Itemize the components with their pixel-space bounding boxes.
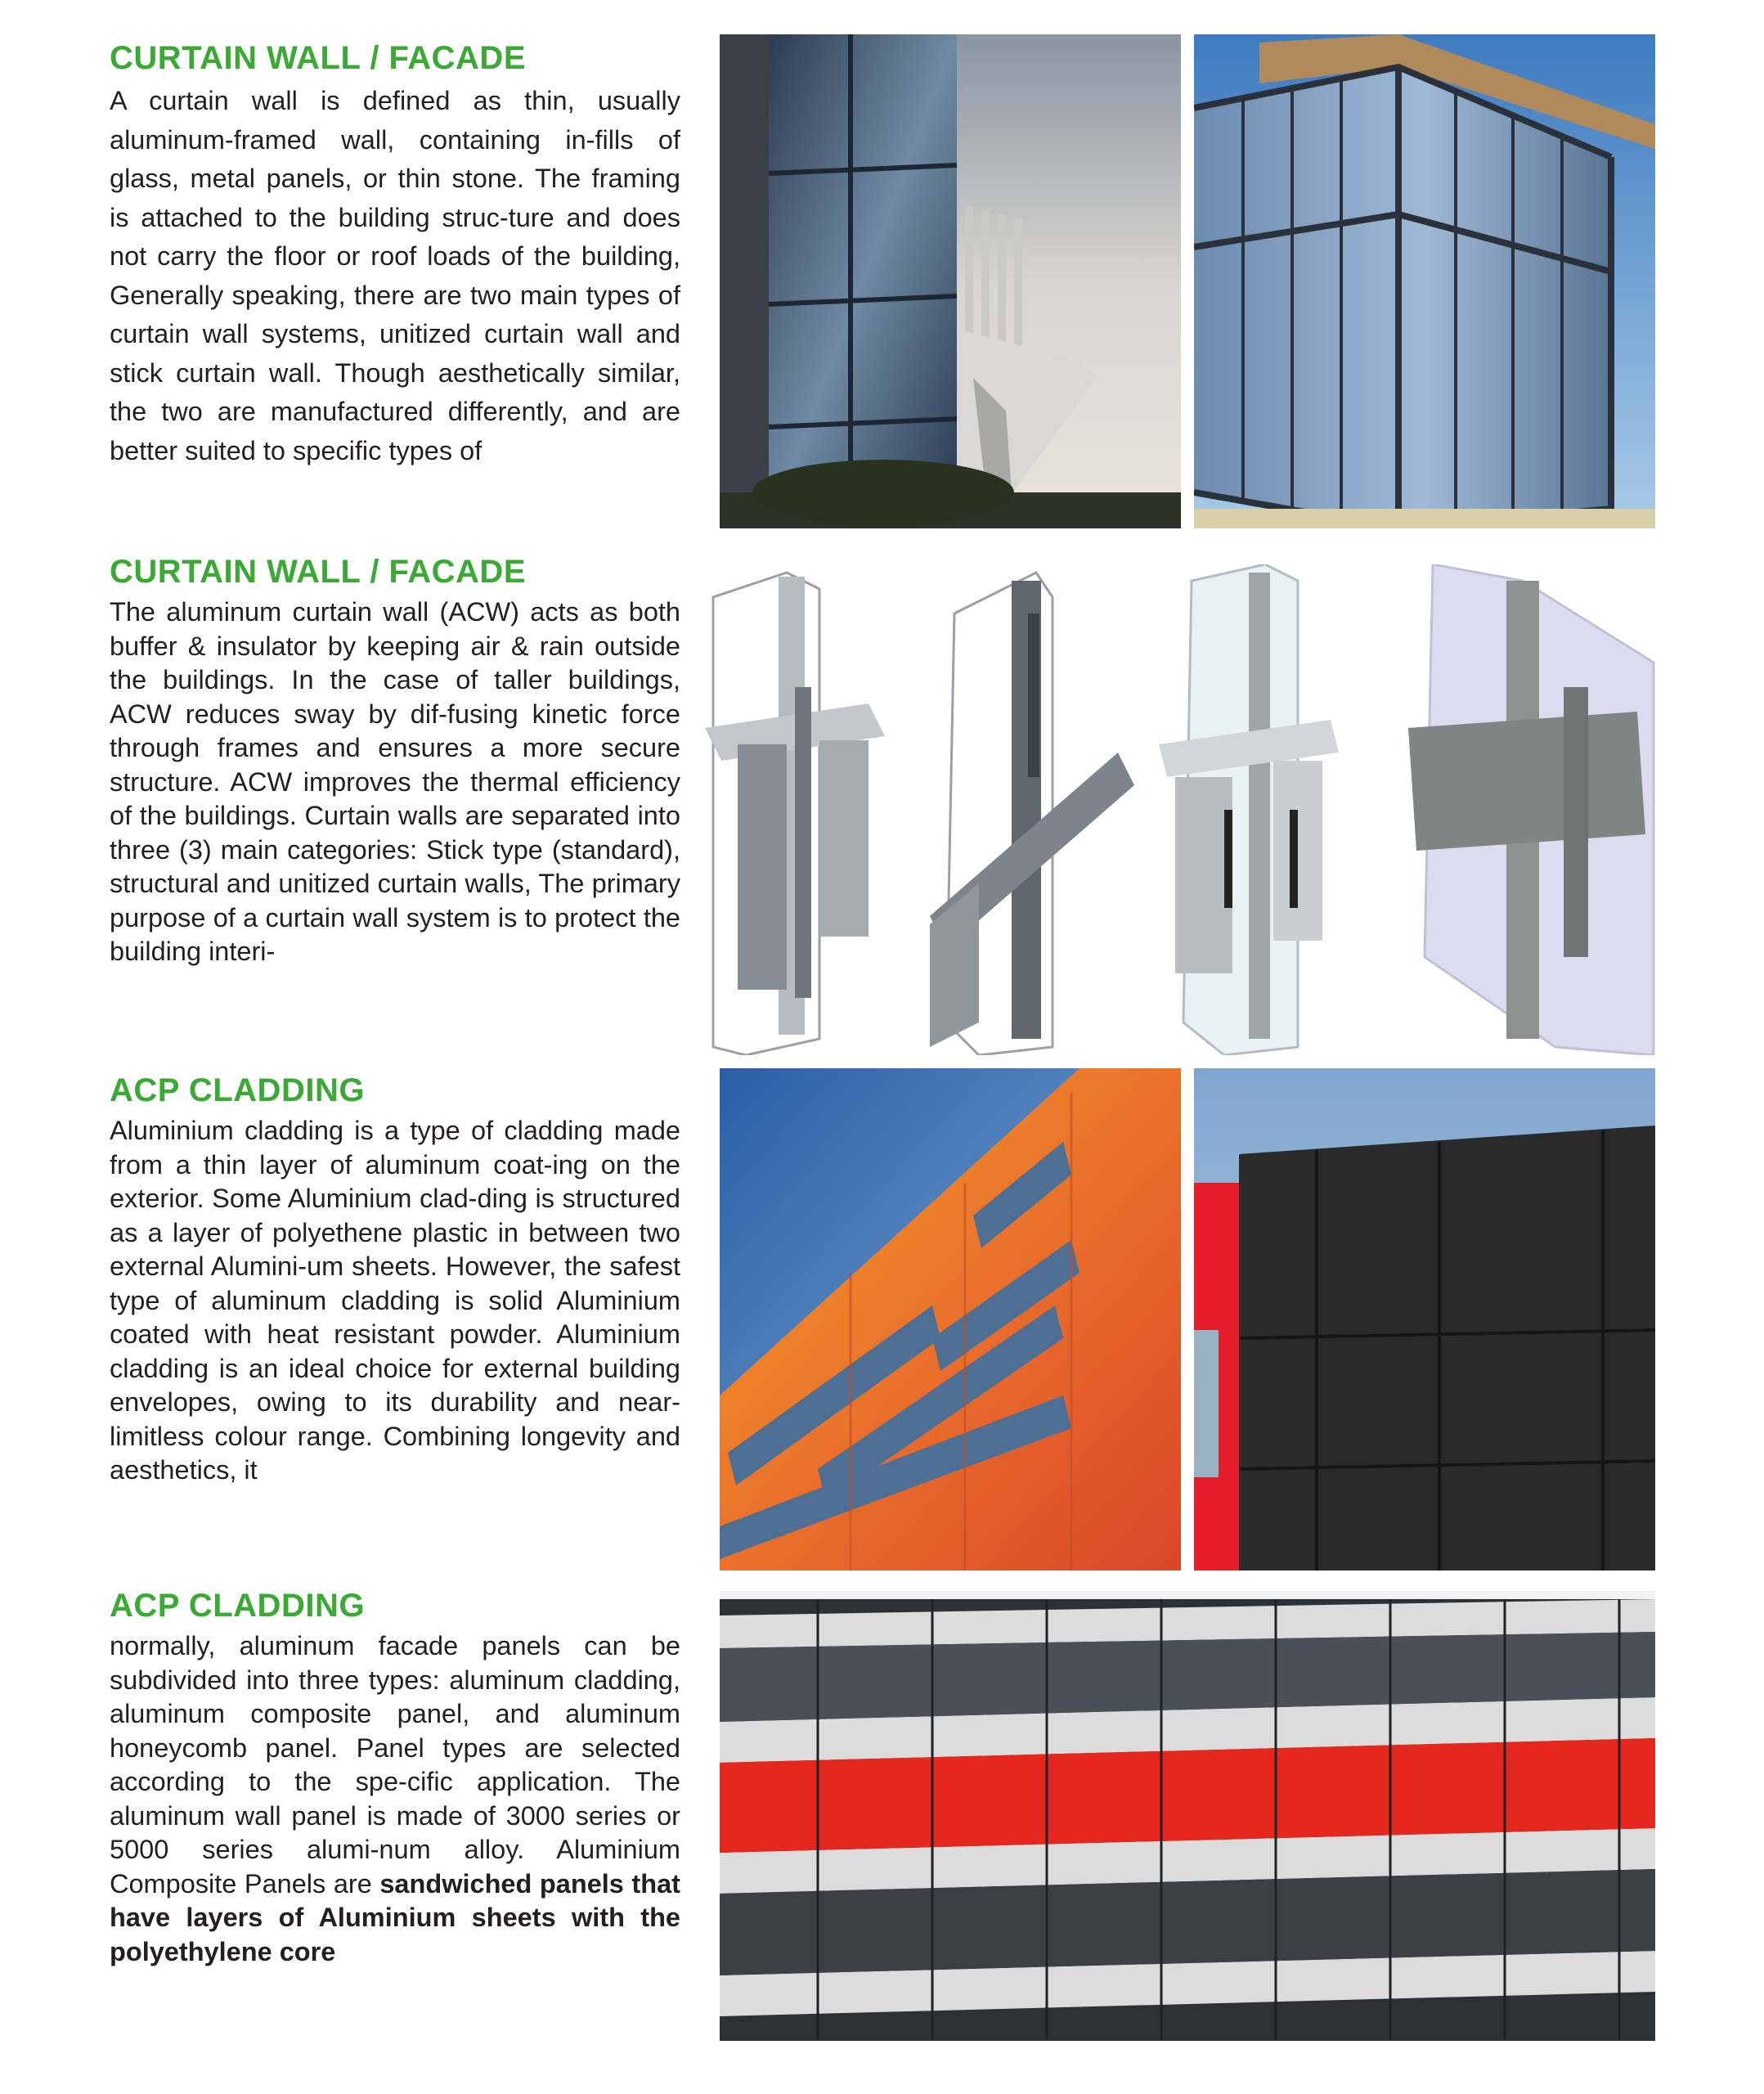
section-body-regular: normally, aluminum facade panels can be subdivided into three types: aluminum cladding, aluminum composite panel, and aluminum honeycomb panel. Panel types are selected according to the spe-cific application. The aluminum wall panel is made of 3000 series or 5000 series alumi-num alloy. Aluminium Composite Panels are — [110, 1631, 680, 1899]
section-curtain-wall-1 — [110, 39, 680, 470]
section-body-bold: sandwiched panels that have layers of Aluminium sheets with the polyethylene core — [110, 1868, 680, 1966]
section-body: A curtain wall is defined as thin, usually aluminum-framed wall, containing in-fills of glass, metal panels, or thin stone. The framing is attached to the building struc-ture and does not carry the floor or roof loads of the building, Generally speaking, there are two main types of curtain wall systems, unitized curtain wall and stick curtain wall. Though aesthetically similar, the two are manufactured differently, and are better suited to specific types of — [110, 86, 680, 465]
curtain-wall-corner-building-photo — [1194, 34, 1655, 528]
curtain-wall-profile-sections-image — [705, 564, 1655, 1055]
curtain-wall-glass-tower-photo — [720, 34, 1181, 528]
section-acp-cladding-2 — [110, 1587, 680, 1969]
section-heading: CURTAIN WALL / FACADE — [110, 40, 526, 76]
section-body: Aluminium cladding is a type of cladding made from a thin layer of aluminum coat-ing on the exterior. Some Aluminium clad-ding is structured as a layer of polyethene plastic in between two external Alumini-um sheets. However, the safest type of aluminum cladding is solid Aluminium coated with heat resistant powder. Aluminium cladding is an ideal choice for external building envelopes, owing to its durability and near-limitless colour range. Combining longevity and aesthetics, it — [110, 1116, 680, 1485]
section-heading: ACP CLADDING — [110, 1072, 365, 1108]
section-heading: ACP CLADDING — [110, 1588, 365, 1624]
section-body — [110, 1629, 680, 1969]
section-acp-cladding-1 — [110, 1072, 680, 1488]
acp-cladding-black-red-facade-photo — [1194, 1068, 1655, 1570]
section-body: The aluminum curtain wall (ACW) acts as both buffer & insulator by keeping air & rain outside the buildings. In the case of taller buildings, ACW reduces sway by dif-fusing kinetic force through frames and ensures a more secure structure. ACW improves the thermal efficiency of the buildings. Curtain walls are separated into three (3) main categories: Stick type (standard), structural and unitized curtain walls, The primary purpose of a curtain wall system is to protect the building interi- — [110, 597, 680, 966]
acp-cladding-orange-facade-photo — [720, 1068, 1181, 1570]
acp-cladding-banded-building-photo — [720, 1591, 1655, 2041]
section-curtain-wall-2 — [110, 553, 680, 969]
section-heading: CURTAIN WALL / FACADE — [110, 554, 526, 590]
